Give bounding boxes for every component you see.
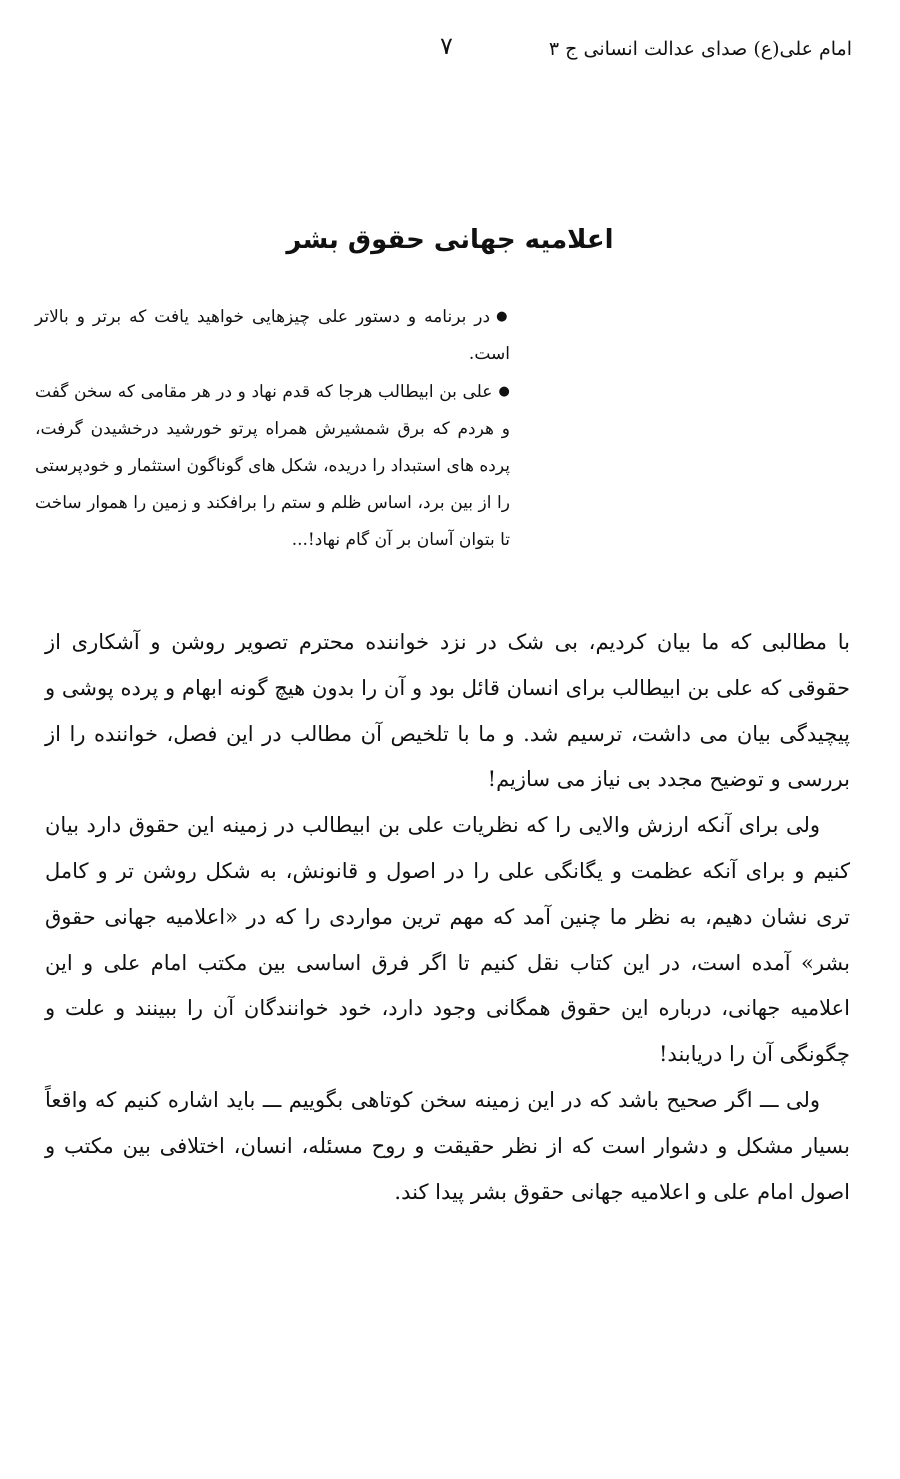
book-title: امام علی(ع) صدای عدالت انسانی ج ۳ — [548, 38, 852, 60]
paragraph: ولی برای آنکه ارزش والایی را که نظریات علی بن ابیطالب در زمینه این حقوق دارد بیان کنیم و برای آنکه عظمت و یگانگی علی را در اصول و قانونش، به شکل روشن تر و کامل تری نشان دهیم، به نظر ما چنین آمد که مهم ترین مواردی را که در «اعلامیه جهانی حقوق بشر» آمده است، در این کتاب نقل کنیم تا اگر فرق اساسی بین مکتب امام علی و این اعلامیه جهانی، درباره این حقوق همگانی وجود دارد، خود خوانندگان آن را ببینند و علت و چگونگی آن را دریابند! — [45, 813, 850, 1067]
epigraph-text: در برنامه و دستور علی چیزهایی خواهید یافت که برتر و بالاتر است. — [35, 307, 510, 364]
running-header — [40, 32, 852, 72]
paragraph: ولی ـــ اگر صحیح باشد که در این زمینه سخن کوتاهی بگوییم ـــ باید اشاره کنیم که واقعاً بسیار مشکل و دشوار است که از نظر حقیقت و روح مسئله، انسان، اختلافی بین مکتب و اصول امام علی و اعلامیه جهانی حقوق بشر پیدا کند. — [45, 1087, 850, 1204]
page-number: ۷ — [440, 32, 453, 60]
paragraph: با مطالبی که ما بیان کردیم، بی شک در نزد خواننده محترم تصویر روشن و آشکاری از حقوقی که علی بن ابیطالب برای انسان قائل بود و آن را بدون هیچ گونه ابهام و پرده پوشی و پیچیدگی بیان می داشت، ترسیم شد. و ما با تلخیص آن مطالب در این فصل، خواننده را از بررسی و توضیح مجدد بی نیاز می سازیم! — [45, 630, 850, 792]
epigraph — [35, 298, 510, 559]
epigraph-text: علی بن ابیطالب هرجا که قدم نهاد و در هر مقامی که سخن گفت و هردم که برق شمشیرش همراه پرتو خورشید درخشیدن گرفت، پرده های استبداد را دریده، شکل های گوناگون استثمار و خودپرستی را از بین برد، اساس ظلم و ستم را برافکند و زمین را هموار ساخت تا بتوان آسان بر آن گام نهاد!... — [35, 382, 510, 550]
bullet-icon: ● — [496, 309, 510, 324]
main-text — [45, 620, 850, 1215]
bullet-icon: ● — [498, 384, 510, 399]
epigraph-item — [35, 373, 510, 559]
epigraph-item — [35, 298, 510, 373]
chapter-title: اعلامیه جهانی حقوق بشر — [286, 225, 614, 255]
